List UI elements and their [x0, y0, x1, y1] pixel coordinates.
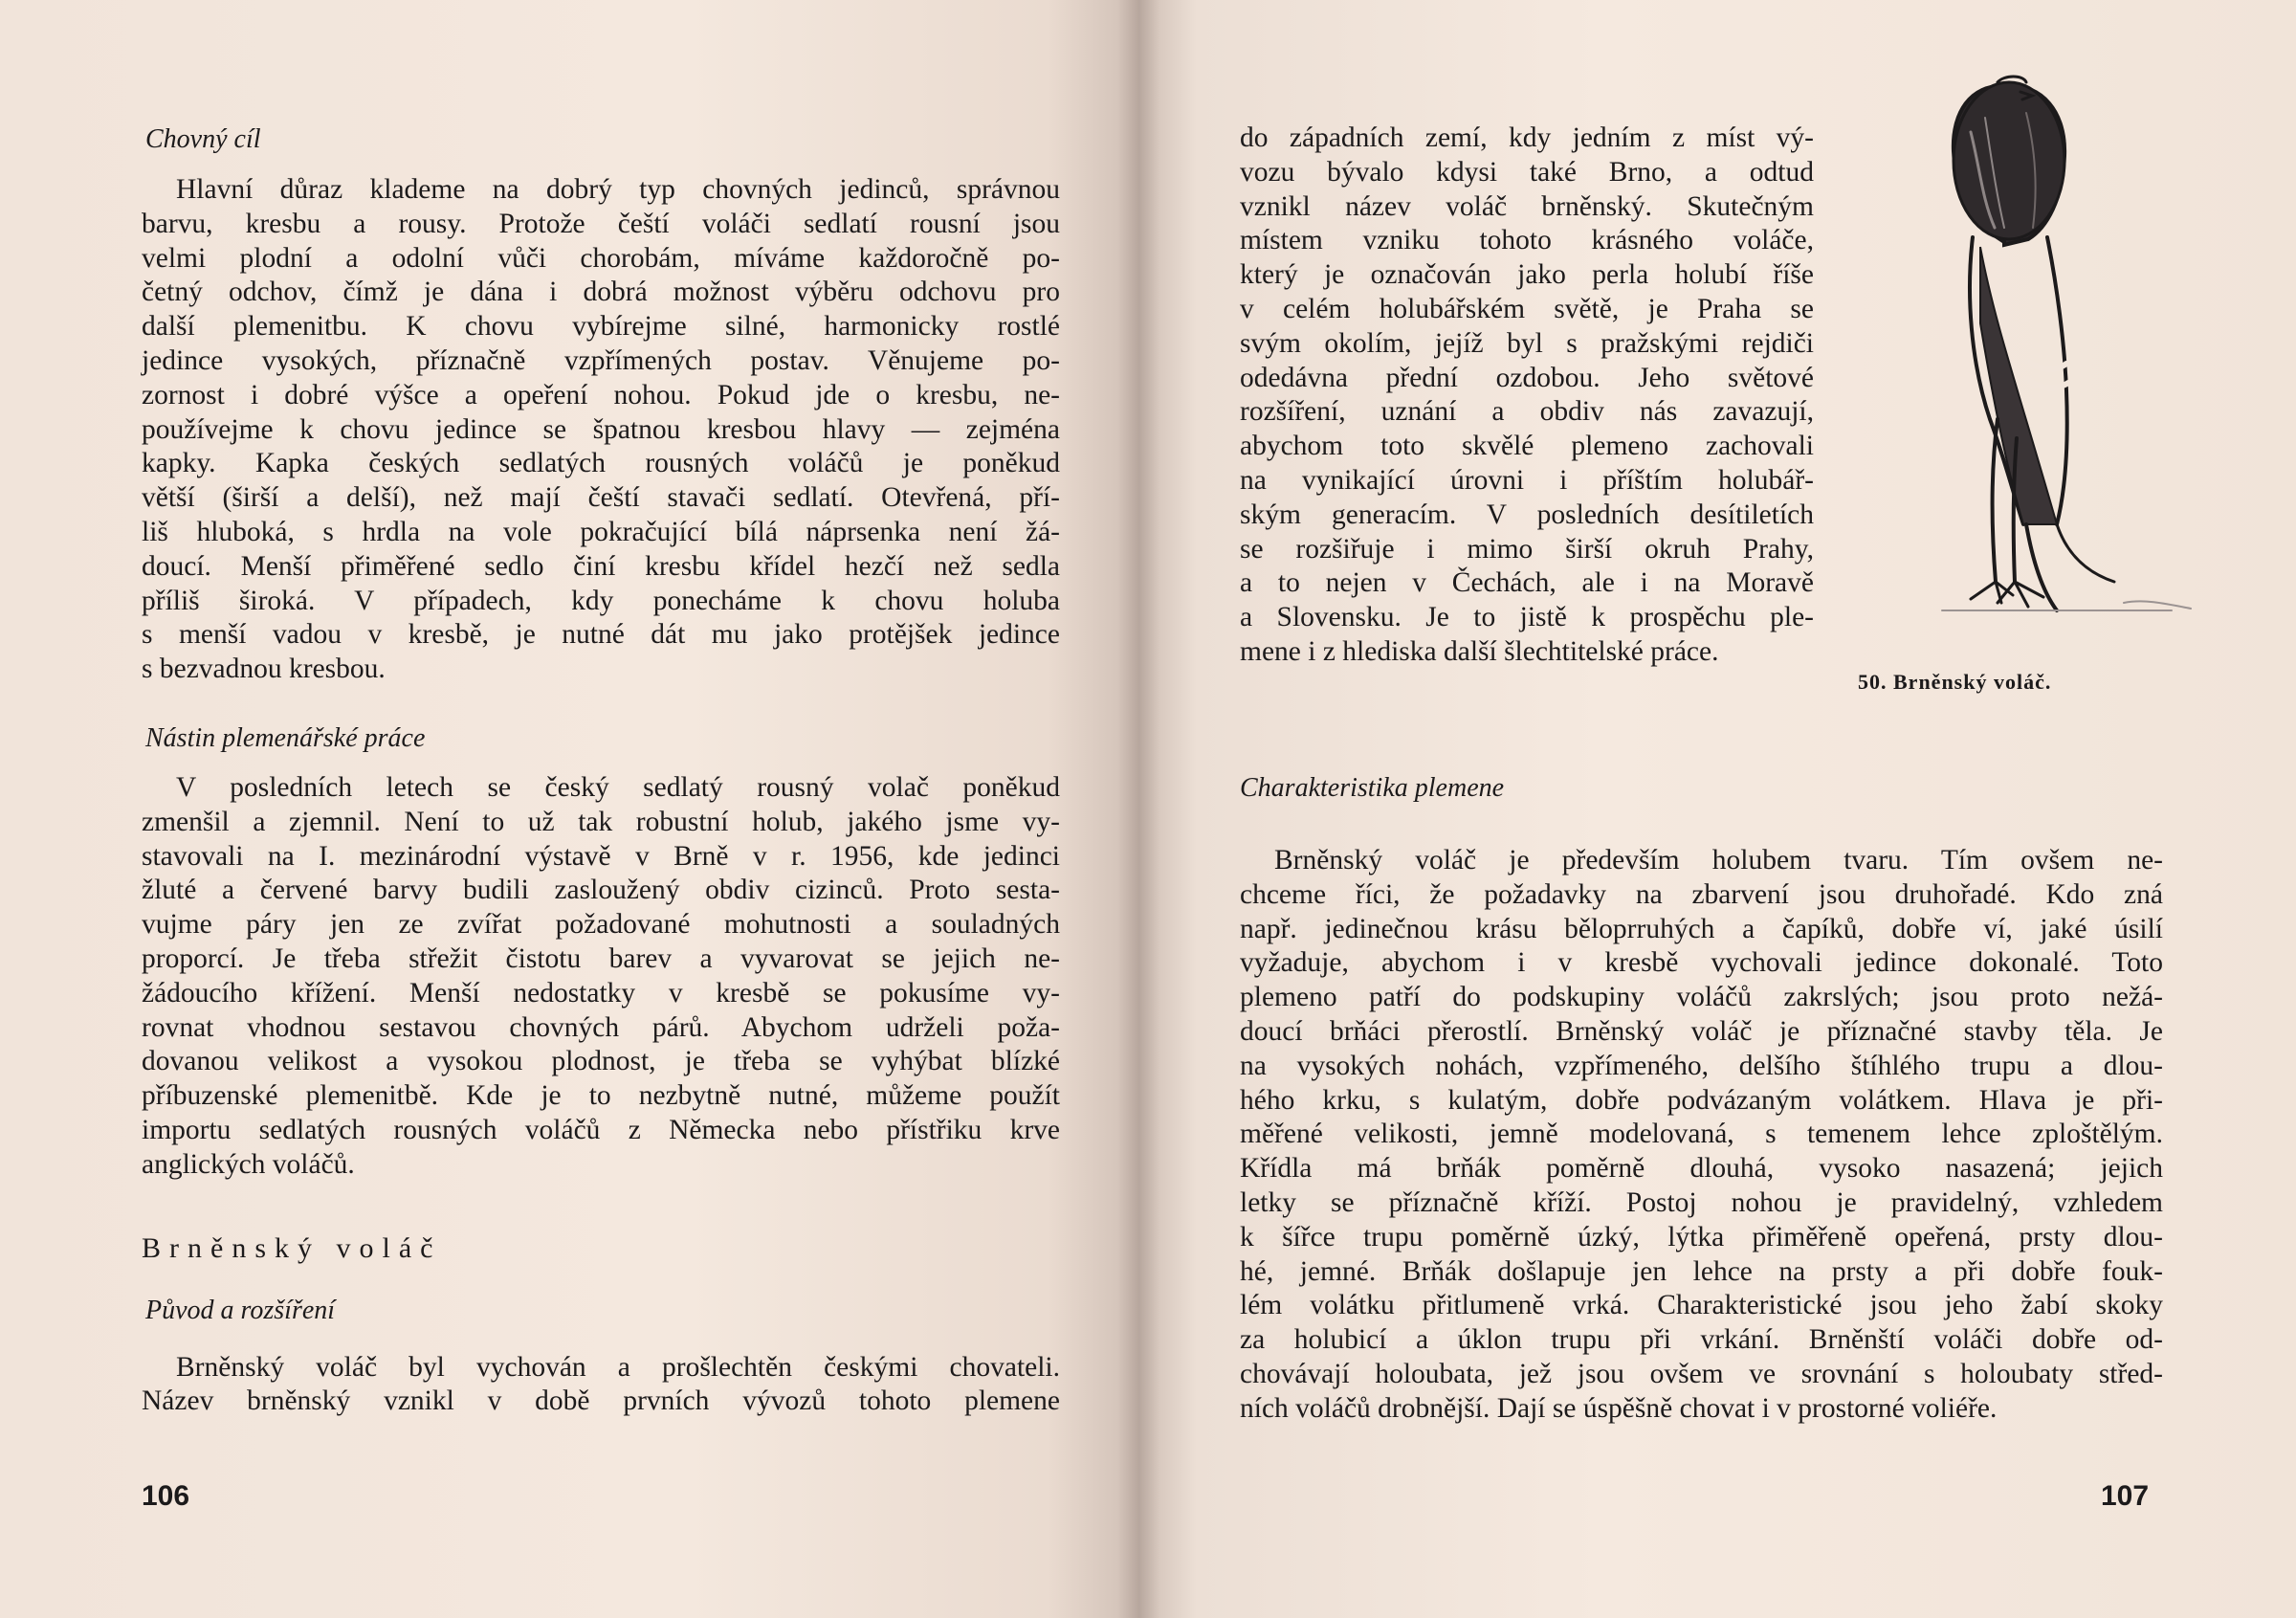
text-line: na vysokých nohách, vzpřímeného, delšího štíhlého trupu a dlou- [1240, 1050, 2163, 1081]
paragraph-intro [1240, 122, 1814, 670]
text-line: se rozšiřuje i mimo širší okruh Prahy, [1240, 533, 1814, 565]
text-line: další plemenitbu. K chovu vybírejme silné, harmonicky rostlé [142, 311, 1060, 343]
text-line: za holubicí a úklon trupu při vrkání. Brněnští voláči dobře od- [1240, 1324, 2163, 1356]
text-line: vujme páry jen ze zvířat požadované mohutnosti a souladných [142, 909, 1060, 941]
text-line: Název brněnský vznikl v době prvních vývozů tohoto plemene [142, 1385, 1060, 1417]
text-line: vyžaduje, abychom i v kresbě vychovali jedince dokonalé. Toto [1240, 947, 2163, 979]
left-page [0, 0, 1138, 1618]
text-line: příbuzenské plemenitbě. Kde je to nezbytně nutné, můžeme použít [142, 1080, 1060, 1112]
section-title-brnensky: Brněnský voláč [142, 1231, 442, 1264]
pigeon-illustration [1913, 75, 2200, 620]
text-line: anglických voláčů. [142, 1148, 355, 1180]
text-line: proporcí. Je třeba střežit čistotu barev a vyvarovat se jejich ne- [142, 942, 1060, 974]
text-line: s bezvadnou kresbou. [142, 654, 386, 685]
text-line: např. jedinečnou krásu běloprruhých a čapíků, dobře ví, jaké úsilí [1240, 913, 2163, 944]
paragraph-nastin [142, 771, 1060, 1183]
text-line: zornost i dobré výšce a opeření nohou. Pokud jde o kresbu, ne- [142, 379, 1060, 410]
text-line: s menší vadou v kresbě, je nutné dát mu jako protějšek jedince [142, 619, 1060, 651]
text-line: doucí. Menší přiměřené sedlo činí kresbu křídel hezčí než sedla [142, 550, 1060, 582]
right-page [1138, 0, 2296, 1618]
text-line: letky se příznačně kříží. Postoj nohou je pravidelný, vzhledem [1240, 1186, 2163, 1218]
heading-chovny-cil: Chovný cíl [145, 124, 261, 154]
text-line: který je označován jako perla holubí říše [1240, 259, 1814, 291]
text-line: doucí brňáci přerostlí. Brněnský voláč je příznačné stavby těla. Je [1240, 1015, 2163, 1047]
text-line: Hlavní důraz klademe na dobrý typ chovných jedinců, správnou [176, 174, 1060, 205]
text-line: Brněnský voláč je především holubem tvaru. Tím ovšem ne- [1274, 845, 2163, 875]
text-line: a Slovensku. Je to jistě k prospěchu ple- [1240, 602, 1814, 633]
text-line: stavovali na I. mezinárodní výstavě v Brně v r. 1956, kde jedinci [142, 840, 1060, 872]
text-line: Křídla má brňák poměrně dlouhá, vysoko nasazená; jejich [1240, 1153, 2163, 1185]
text-line: jedince vysokých, příznačně vzpřímených postav. Věnujeme po- [142, 344, 1060, 376]
text-line: žluté a červené barvy budili zasloužený obdiv cizinců. Proto sesta- [142, 875, 1060, 906]
text-line: svým okolím, jejíž byl s pražskými rejdiči [1240, 327, 1814, 359]
page-number-right: 107 [2101, 1480, 2150, 1512]
right-main-column [1240, 771, 2163, 1427]
text-line: mene i z hlediska další šlechtitelské práce. [1240, 635, 1719, 667]
text-line: a to nejen v Čechách, ale i na Moravě [1240, 567, 1814, 599]
book-gutter [1117, 0, 1159, 1618]
heading-puvod: Původ a rozšíření [145, 1295, 336, 1325]
text-line: hé, jemné. Brňák došlapuje jen lehce na prsty a při dobře fouk- [1240, 1255, 2163, 1287]
text-line: abychom toto skvělé plemeno zachovali [1240, 431, 1814, 462]
text-line: k šířce trupu poměrně úzký, lýtka přiměřeně opeřená, prsty dlou- [1240, 1221, 2163, 1252]
paragraph-puvod [142, 1351, 1060, 1420]
text-line: chovávají holoubata, jež jsou ovšem ve srovnání s holoubaty střed- [1240, 1358, 2163, 1389]
page-number-left: 106 [142, 1480, 190, 1512]
text-line: používejme k chovu jedince se špatnou kresbou hlavy — zejména [142, 413, 1060, 445]
text-line: importu sedlatých rousných voláčů z Německa nebo přístřiku krve [142, 1114, 1060, 1145]
text-line: větší (širší a delší), než mají čeští stavači sedlatí. Otevřená, pří- [142, 482, 1060, 514]
text-line: v celém holubářském světě, je Praha se [1240, 293, 1814, 324]
text-line: ních voláčů drobnější. Dají se úspěšně chovat i v prostorné voliéře. [1240, 1392, 1998, 1424]
text-line: rozšíření, uznání a obdiv nás zavazují, [1240, 396, 1814, 428]
text-line: žádoucího křížení. Menší nedostatky v kresbě se pokusíme vy- [142, 977, 1060, 1008]
text-line: ským generacím. V posledních desítiletích [1240, 499, 1814, 530]
paragraph-charakteristika [1240, 844, 2163, 1427]
text-line: hého krku, s kulatým, dobře podvázaným volátkem. Hlava je při- [1240, 1084, 2163, 1116]
text-line: vozu bývalo kdysi také Brno, a odtud [1240, 156, 1814, 188]
text-line: chceme říci, že požadavky na zbarvení jsou druhořadé. Kdo zná [1240, 878, 2163, 910]
text-line: do západních zemí, kdy jedním z míst vý- [1240, 122, 1814, 153]
text-line: liš hluboká, s hrdla na vole pokračující bílá náprsenka není žá- [142, 516, 1060, 547]
paragraph-chovny-cil [142, 173, 1060, 687]
text-line: zmenšil a zjemnil. Není to už tak robustní holub, jakého jsme vy- [142, 806, 1060, 837]
text-line: na vynikající úrovni i příštím holubář- [1240, 464, 1814, 496]
text-line: vznikl název voláč brněnský. Skutečným [1240, 190, 1814, 222]
text-line: odedávna přední ozdobou. Jeho světové [1240, 362, 1814, 393]
text-line: rovnat vhodnou sestavou chovných párů. Abychom udrželi poža- [142, 1011, 1060, 1043]
heading-nastin: Nástin plemenářské práce [145, 722, 426, 753]
text-line: četný odchov, čímž je dána i dobrá možnost výběru odchovu pro [142, 277, 1060, 308]
text-line: barvu, kresbu a rousy. Protože čeští voláči sedlatí rousní jsou [142, 208, 1060, 239]
heading-charakteristika: Charakteristika plemene [1240, 773, 1505, 803]
text-line: V posledních letech se český sedlatý rousný volač poněkud [176, 771, 1060, 803]
text-line: lém volátku přitlumeně vrká. Charakteristické jsou jeho žabí skoky [1240, 1290, 2163, 1321]
right-intro-column [1240, 122, 1814, 670]
text-line: místem vzniku tohoto krásného voláče, [1240, 225, 1814, 256]
text-line: dovanou velikost a vysokou plodnost, je třeba se vyhýbat blízké [142, 1046, 1060, 1077]
text-line: plemeno patří do podskupiny voláčů zakrslých; jsou proto nežá- [1240, 982, 2163, 1013]
text-line: příliš široká. V případech, kdy ponecháme k chovu holuba [142, 585, 1060, 616]
text-line: velmi plodní a odolní vůči chorobám, míváme každoročně po- [142, 242, 1060, 274]
left-text-column [142, 122, 1060, 1419]
figure-caption: 50. Brněnský voláč. [1858, 670, 2052, 694]
text-line: Brněnský voláč byl vychován a prošlechtěn českými chovateli. [176, 1351, 1060, 1383]
text-line: kapky. Kapka českých sedlatých rousných voláčů je poněkud [142, 448, 1060, 479]
text-line: měřené velikosti, jemně modelovaná, s temenem lehce zploštělým. [1240, 1119, 2163, 1150]
